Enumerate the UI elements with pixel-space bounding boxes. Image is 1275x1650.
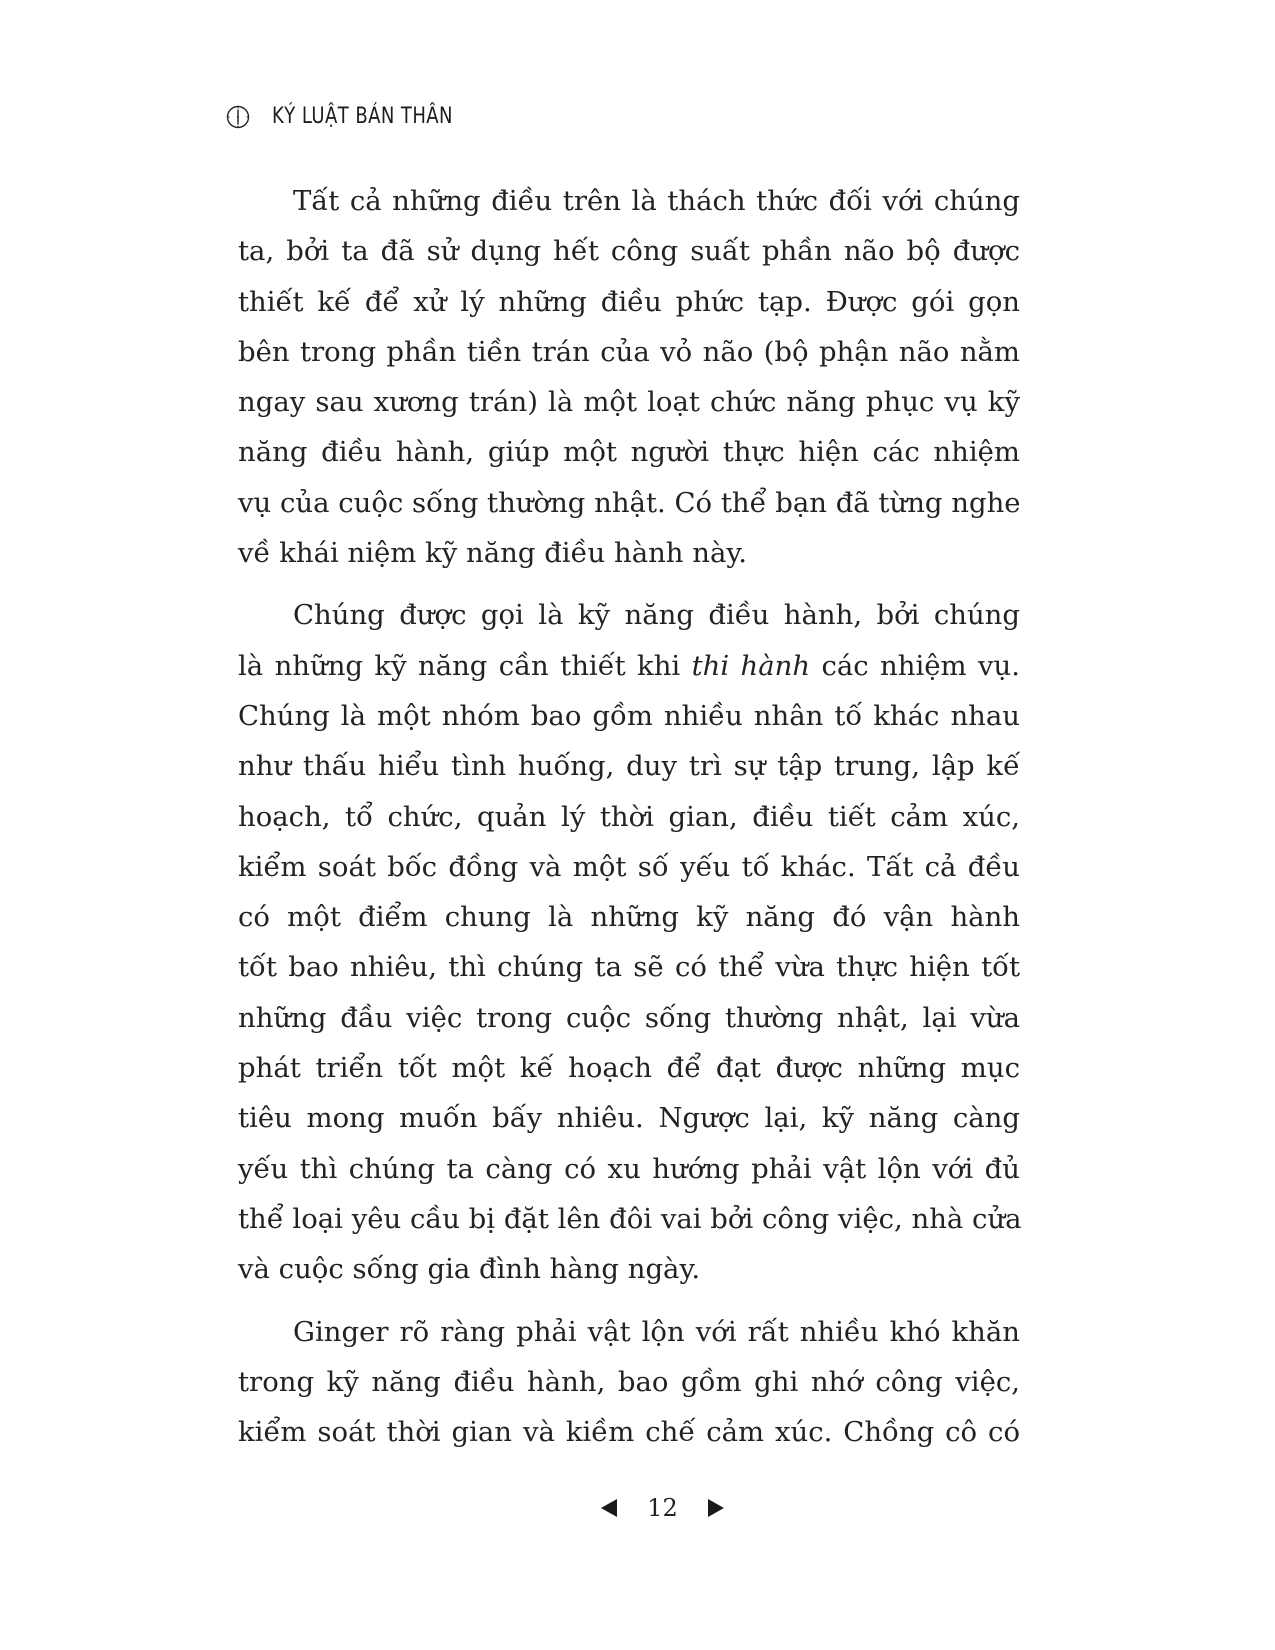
page-navigation (0, 1494, 1275, 1522)
text-line: ngay sau xương trán) là một loạt chức năng phục vụ kỹ (238, 386, 1020, 419)
text-line: và cuộc sống gia đình hàng ngày. (238, 1253, 701, 1286)
text-line: tiêu mong muốn bấy nhiêu. Ngược lại, kỹ năng càng (238, 1102, 1020, 1135)
text-line: bên trong phần tiền trán của vỏ não (bộ phận não nằm (238, 335, 1020, 368)
text-line: Chúng là một nhóm bao gồm nhiều nhân tố khác nhau (238, 699, 1020, 732)
text-line: Chúng được gọi là kỹ năng điều hành, bởi chúng (293, 599, 1020, 632)
text-line: như thấu hiểu tình huống, duy trì sự tập trung, lập kế (238, 750, 1020, 783)
text-line: tốt bao nhiêu, thì chúng ta sẽ có thể vừa thực hiện tốt (238, 951, 1020, 984)
text-line: Ginger rõ ràng phải vật lộn với rất nhiều khó khăn (293, 1315, 1020, 1348)
text-segment: các nhiệm vụ. (810, 649, 1020, 682)
text-line: kiểm soát thời gian và kiềm chế cảm xúc. Chồng cô có (238, 1416, 1020, 1449)
text-line: phát triển tốt một kế hoạch để đạt được những mục (238, 1052, 1020, 1085)
paragraph (238, 1307, 1020, 1458)
text-line: Tất cả những điều trên là thách thức đối với chúng (293, 185, 1020, 217)
paragraph (238, 176, 1020, 578)
book-title: KỶ LUẬT BẢN THÂN (272, 104, 453, 129)
triangle-left-icon[interactable] (601, 1499, 617, 1517)
text-line: kiểm soát bốc đồng và một số yếu tố khác. Tất cả đều (238, 850, 1020, 883)
body-text (238, 176, 1020, 1469)
triangle-right-icon[interactable] (708, 1499, 724, 1517)
text-line: những đầu việc trong cuộc sống thường nhật, lại vừa (238, 1001, 1020, 1034)
running-header (226, 104, 493, 129)
clock-icon (226, 105, 250, 129)
text-line: vụ của cuộc sống thường nhật. Có thể bạn đã từng nghe (238, 486, 1021, 519)
text-line: thể loại yêu cầu bị đặt lên đôi vai bởi công việc, nhà cửa (238, 1202, 1022, 1235)
paragraph (238, 590, 1020, 1294)
text-line: hoạch, tổ chức, quản lý thời gian, điều tiết cảm xúc, (238, 800, 1020, 833)
text-segment: là những kỹ năng cần thiết khi (238, 649, 692, 682)
text-line (238, 641, 1020, 691)
text-line: trong kỹ năng điều hành, bao gồm ghi nhớ công việc, (238, 1365, 1020, 1398)
text-line: ta, bởi ta đã sử dụng hết công suất phần não bộ được (238, 235, 1020, 268)
text-line: thiết kế để xử lý những điều phức tạp. Được gói gọn (238, 285, 1020, 318)
text-line: có một điểm chung là những kỹ năng đó vận hành (238, 901, 1020, 934)
text-line: năng điều hành, giúp một người thực hiện các nhiệm (238, 436, 1020, 469)
emphasized-term: thi hành (691, 649, 811, 682)
page-number: 12 (647, 1494, 678, 1522)
text-line: yếu thì chúng ta càng có xu hướng phải vật lộn với đủ (238, 1152, 1020, 1185)
text-line: về khái niệm kỹ năng điều hành này. (238, 537, 747, 570)
